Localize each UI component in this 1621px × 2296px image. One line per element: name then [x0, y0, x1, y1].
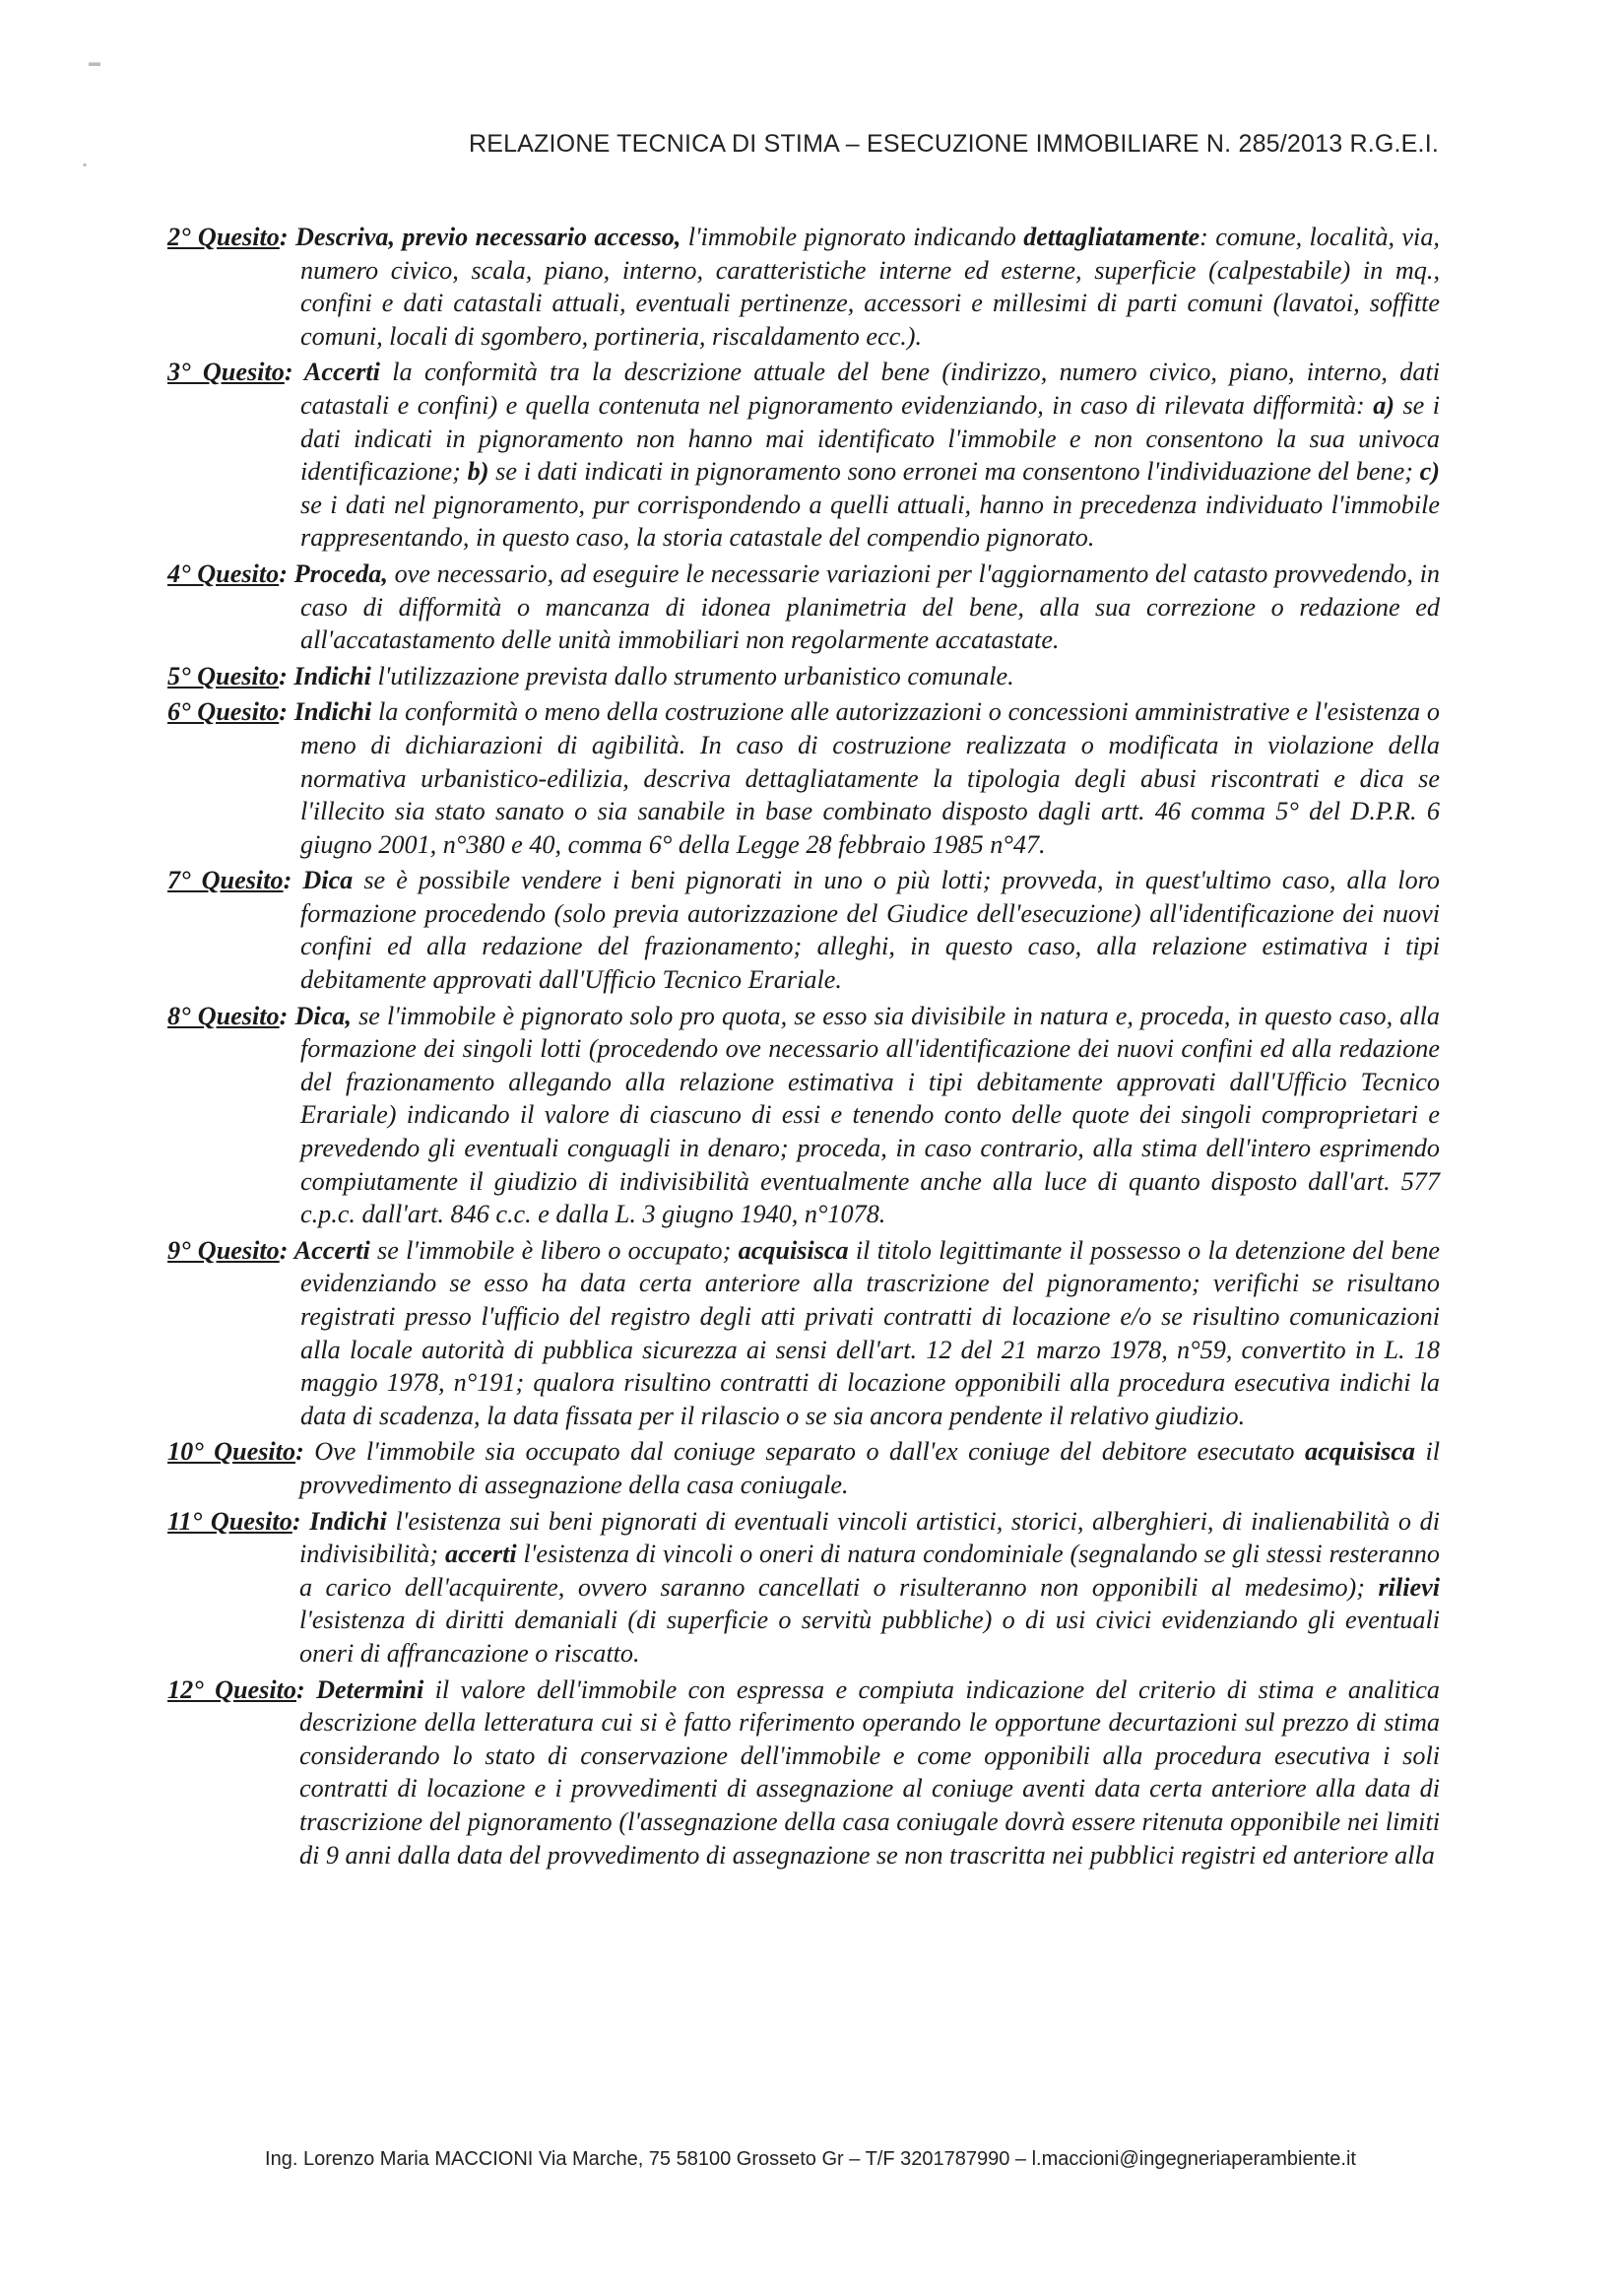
question-text: l'utilizzazione prevista dallo strumento urbanistico comunale. [370, 661, 1014, 690]
question-lead: Indichi [293, 661, 371, 690]
document-body [167, 221, 1440, 1874]
question-text: se l'immobile è libero o occupato; [369, 1235, 739, 1265]
question-emphasis: accerti [444, 1540, 517, 1569]
question-label: 4° Quesito [167, 558, 280, 588]
question-text: il valore dell'immobile con espressa e compiuta indicazione del criterio di stima e analitica descrizione della letteratura cui si è fatto riferimento operando le opportune decurtazioni sul prezzo di stima considerando lo stato di conservazione dell'immobile e come opponibili alla procedura esecutiva i soli contratti di locazione e i provvedimenti di assegnazione al coniuge aventi data certa anteriore alla data di trascrizione del pignoramento (l'assegnazione della casa coniugale dovrà essere ritenuta opponibile nei limiti di 9 anni dalla data del provvedimento di assegnazione se non trascritta nei pubblici registri ed anteriore alla [299, 1674, 1440, 1870]
question-lead: Indichi [293, 697, 372, 727]
question-3: 3° Quesito: Accerti la conformità tra la descrizione attuale del bene (indirizzo, numero civico, piano, interno, dati catastali e confini) e quella contenuta nel pignoramento evidenziando, in caso di rilevata difformità: a) se i dati indicati in pignoramento non hanno mai identificato l'immobile e non consentono la sua univoca identificazione; b) se i dati indicati in pignoramento sono erronei ma consentono l'individuazione del bene; c) se i dati nel pignoramento, pur corrispondendo a quelli attuali, hanno in precedenza individuato l'immobile rappresentando, in questo caso, la storia catastale del compendio pignorato. [167, 358, 1441, 553]
question-lead: Proceda, [293, 558, 388, 588]
question-7: 7° Quesito: Dica se è possibile vendere i beni pignorati in uno o più lotti; provveda, in quest'ultimo caso, alla loro formazione procedendo (solo previa autorizzazione del Giudice dell'esecuzione) all'identificazione dei nuovi confini ed alla redazione del frazionamento; alleghi, in questo caso, alla relazione estimativa i tipi debitamente approvati dall'Ufficio Tecnico Erariale. [167, 866, 1440, 995]
question-label: 12° Quesito [167, 1674, 296, 1704]
question-lead: Accerti [293, 1235, 370, 1265]
question-text: la conformità o meno della costruzione alle autorizzazioni o concessioni amministrative e l'esistenza o meno di dichiarazioni di agibilità. In caso di costruzione realizzata o modificata in violazione della normativa urbanistico-edilizia, descriva dettagliatamente la tipologia degli abusi riscontrati e dica se l'illecito sia stato sanato o sia sanabile in base combinato disposto dagli artt. 46 comma 5° del D.P.R. 6 giugno 2001, n°380 e 40, comma 6° della Legge 28 febbraio 1985 n°47. [300, 697, 1440, 859]
page-header: RELAZIONE TECNICA DI STIMA – ESECUZIONE IMMOBILIARE N. 285/2013 R.G.E.I. [468, 130, 1439, 158]
question-lead: Dica, [294, 1001, 352, 1030]
question-text: se l'immobile è pignorato solo pro quota, se esso sia divisibile in natura e, proceda, in questo caso, alla formazione dei singoli lotti (procedendo ove necessario all'identificazione dei nuovi confini ed alla redazione del frazionamento allegando alla relazione estimativa i tipi debitamente approvati dall'Ufficio Tecnico Erariale) indicando il valore di ciascuno di essi e tenendo conto delle quote dei singoli comproprietari e prevedendo gli eventuali conguagli in denaro; proceda, in caso contrario, alla stima dell'intero esprimendo compiutamente il giudizio di indivisibilità eventualmente anche alla luce di quanto disposto dall'art. 577 c.p.c. dall'art. 846 c.c. e dalla L. 3 giugno 1940, n°1078. [300, 1001, 1440, 1229]
question-text: l'esistenza di diritti demaniali (di superficie o servitù pubbliche) o di usi civici evidenziando gli eventuali oneri di affrancazione o riscatto. [299, 1606, 1440, 1668]
item-marker: a) [1373, 390, 1395, 420]
question-text: la conformità tra la descrizione attuale del bene (indirizzo, numero civico, piano, interno, dati catastali e confini) e quella contenuta nel pignoramento evidenziando, in caso di rilevata difformità: [300, 358, 1441, 420]
question-lead: Descriva, previo necessario accesso, [294, 223, 681, 251]
item-marker: c) [1419, 457, 1441, 487]
page-footer: Ing. Lorenzo Maria MACCIONI Via Marche, 75 58100 Grosseto Gr – T/F 3201787990 – l.maccioni@ingegneriaperambiente.it [265, 2148, 1356, 2170]
question-11: 11° Quesito: Indichi l'esistenza sui beni pignorati di eventuali vincoli artistici, storici, alberghieri, di inalienabilità o di indivisibilità; accerti l'esistenza di vincoli o oneri di natura condominiale (segnalando se gli stessi resteranno a carico dell'acquirente, ovvero saranno cancellati o risulteranno non opponibili al medesimo); rilievi l'esistenza di diritti demaniali (di superficie o servitù pubbliche) o di usi civici evidenziando gli eventuali oneri di affrancazione o riscatto. [167, 1506, 1441, 1668]
question-emphasis: acquisisca [738, 1235, 849, 1265]
question-label: 10° Quesito [167, 1437, 296, 1467]
question-emphasis: dettagliatamente [1023, 223, 1200, 251]
question-lead: Determini [316, 1674, 424, 1704]
question-2: 2° Quesito: Descriva, previo necessario accesso, l'immobile pignorato indicando dettagliatamente: comune, località, via, numero civico, scala, piano, interno, caratteristiche interne ed esterne, superficie (calpestabile) in mq., confini e dati catastali attuali, eventuali pertinenze, accessori e millesimi di parti comuni (lavatoi, soffitte comuni, locali di sgombero, portineria, riscaldamento ecc.). [167, 223, 1440, 351]
question-text: : comune, località, via, numero civico, scala, piano, interno, caratteristiche interne ed esterne, superficie (calpestabile) in mq., confini e dati catastali attuali, eventuali pertinenze, accessori e millesimi di parti comuni (lavatoi, soffitte comuni, locali di sgombero, portineria, riscaldamento ecc.). [300, 223, 1440, 351]
question-label: 5° Quesito [167, 661, 280, 690]
question-text: l'esistenza di vincoli o oneri di natura condominiale (segnalando se gli stessi resteranno a carico dell'acquirente, ovvero saranno cancellati o risulteranno non opponibili al medesimo); [299, 1540, 1440, 1602]
question-label: 2° Quesito [167, 223, 280, 251]
question-label: 11° Quesito [167, 1506, 292, 1536]
item-marker: b) [467, 457, 489, 487]
question-6: 6° Quesito: Indichi la conformità o meno della costruzione alle autorizzazioni o concessioni amministrative e l'esistenza o meno di dichiarazioni di agibilità. In caso di costruzione realizzata o modificata in violazione della normativa urbanistico-edilizia, descriva dettagliatamente la tipologia degli abusi riscontrati e dica se l'illecito sia stato sanato o sia sanabile in base combinato disposto dagli artt. 46 comma 5° del D.P.R. 6 giugno 2001, n°380 e 40, comma 6° della Legge 28 febbraio 1985 n°47. [167, 697, 1440, 859]
question-label: 9° Quesito [167, 1235, 280, 1265]
question-12: 12° Quesito: Determini il valore dell'immobile con espressa e compiuta indicazione del criterio di stima e analitica descrizione della letteratura cui si è fatto riferimento operando le opportune decurtazioni sul prezzo di stima considerando lo stato di conservazione dell'immobile e come opponibili alla procedura esecutiva i soli contratti di locazione e i provvedimenti di assegnazione al coniuge aventi data certa anteriore alla data di trascrizione del pignoramento (l'assegnazione della casa coniugale dovrà essere ritenuta opponibile nei limiti di 9 anni dalla data del provvedimento di assegnazione se non trascritta nei pubblici registri ed anteriore alla [167, 1674, 1440, 1870]
question-text: ove necessario, ad eseguire le necessarie variazioni per l'aggiornamento del catasto provvedendo, in caso di difformità o mancanza di idonea planimetria del bene, alla sua correzione o redazione ed all'accatastamento delle unità immobiliari non regolarmente accatastate. [300, 558, 1440, 655]
question-text: l'immobile pignorato indicando [681, 223, 1024, 251]
question-text: l'esistenza sui beni pignorati di eventuali vincoli artistici, storici, alberghieri, di inalienabilità o di indivisibilità; [299, 1506, 1441, 1569]
question-lead: Accerti [303, 358, 380, 387]
question-lead: Indichi [309, 1506, 387, 1536]
question-9: 9° Quesito: Accerti se l'immobile è libero o occupato; acquisisca il titolo legittimante il possesso o la detenzione del bene evidenziando se esso ha data certa anteriore alla trascrizione del pignoramento; verifichi se risultano registrati presso l'ufficio del registro degli atti privati contratti di locazione e/o se risultino comunicazioni alla locale autorità di pubblica sicurezza ai sensi dell'art. 12 del 21 marzo 1978, n°59, convertito in L. 18 maggio 1978, n°191; qualora risultino contratti di locazione opponibili alla procedura esecutiva indichi la data di scadenza, la data fissata per il rilascio o se sia ancora pendente il relativo giudizio. [167, 1235, 1440, 1430]
question-emphasis: rilievi [1378, 1572, 1440, 1602]
question-text: Ove l'immobile sia occupato dal coniuge separato o dall'ex coniuge del debitore esecutato [314, 1437, 1305, 1467]
scan-mark: ▬ [89, 55, 100, 69]
question-lead: Dica [302, 866, 354, 895]
question-10: 10° Quesito: Ove l'immobile sia occupato dal coniuge separato o dall'ex coniuge del debitore esecutato acquisisca il provvedimento di assegnazione della casa coniugale. [167, 1437, 1441, 1499]
question-text: se è possibile vendere i beni pignorati in uno o più lotti; provveda, in quest'ultimo caso, alla loro formazione procedendo (solo previa autorizzazione del Giudice dell'esecuzione) all'identificazione dei nuovi confini ed alla redazione del frazionamento; alleghi, in questo caso, alla relazione estimativa i tipi debitamente approvati dall'Ufficio Tecnico Erariale. [300, 866, 1440, 995]
question-text: se i dati indicati in pignoramento sono erronei ma consentono l'individuazione del bene; [488, 457, 1420, 487]
scan-mark: ▪ [83, 158, 88, 171]
question-label: 3° Quesito [167, 358, 285, 387]
question-label: 7° Quesito [167, 866, 284, 895]
question-text: se i dati nel pignoramento, pur corrispondendo a quelli attuali, hanno in precedenza individuato l'immobile rappresentando, in questo caso, la storia catastale del compendio pignorato. [300, 490, 1440, 553]
question-text: il titolo legittimante il possesso o la detenzione del bene evidenziando se esso ha data certa anteriore alla trascrizione del pignoramento; verifichi se risultano registrati presso l'ufficio del registro degli atti privati contratti di locazione e/o se risultino comunicazioni alla locale autorità di pubblica sicurezza ai sensi dell'art. 12 del 21 marzo 1978, n°59, convertito in L. 18 maggio 1978, n°191; qualora risultino contratti di locazione opponibili alla procedura esecutiva indichi la data di scadenza, la data fissata per il rilascio o se sia ancora pendente il relativo giudizio. [300, 1235, 1440, 1430]
question-label: 6° Quesito [167, 697, 280, 727]
question-4: 4° Quesito: Proceda, ove necessario, ad eseguire le necessarie variazioni per l'aggiornamento del catasto provvedendo, in caso di difformità o mancanza di idonea planimetria del bene, alla sua correzione o redazione ed all'accatastamento delle unità immobiliari non regolarmente accatastate. [167, 558, 1440, 655]
question-label: 8° Quesito [167, 1001, 280, 1030]
question-text: il provvedimento di assegnazione della casa coniugale. [299, 1437, 1441, 1499]
question-5: 5° Quesito: Indichi l'utilizzazione prevista dallo strumento urbanistico comunale. [167, 661, 1014, 690]
question-text: se i dati indicati in pignoramento non hanno mai identificato l'immobile e non consentono la sua univoca identificazione; [300, 390, 1440, 487]
question-emphasis: acquisisca [1304, 1437, 1415, 1467]
question-8: 8° Quesito: Dica, se l'immobile è pignorato solo pro quota, se esso sia divisibile in natura e, proceda, in questo caso, alla formazione dei singoli lotti (procedendo ove necessario all'identificazione dei nuovi confini ed alla redazione del frazionamento allegando alla relazione estimativa i tipi debitamente approvati dall'Ufficio Tecnico Erariale) indicando il valore di ciascuno di essi e tenendo conto delle quote dei singoli comproprietari e prevedendo gli eventuali conguagli in denaro; proceda, in caso contrario, alla stima dell'intero esprimendo compiutamente il giudizio di indivisibilità eventualmente anche alla luce di quanto disposto dall'art. 577 c.p.c. dall'art. 846 c.c. e dalla L. 3 giugno 1940, n°1078. [167, 1001, 1440, 1229]
